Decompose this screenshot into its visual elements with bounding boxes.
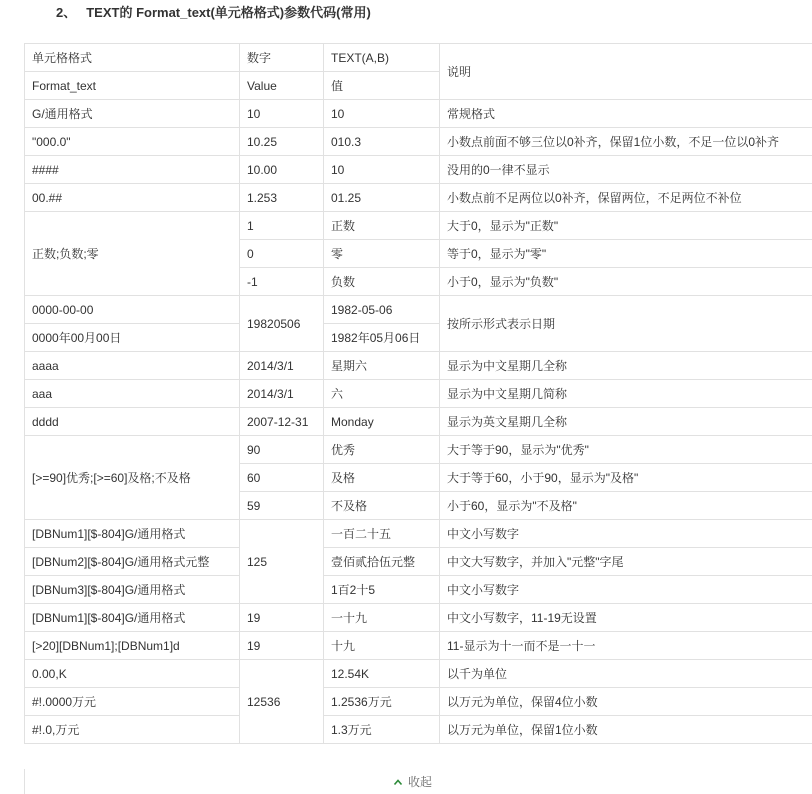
description-cell: 11-显示为十一而不是一十一 (440, 632, 812, 660)
header-cell: 数字 (240, 44, 324, 72)
result-cell: 1982-05-06 (324, 296, 440, 324)
table-row (25, 128, 812, 156)
table-row (25, 660, 812, 688)
description-cell: 小数点前不足两位以0补齐，保留两位，不足两位不补位 (440, 184, 812, 212)
value-cell: 1 (240, 212, 324, 240)
table-row (25, 296, 812, 324)
format-cell: "000.0" (25, 128, 240, 156)
result-cell: 01.25 (324, 184, 440, 212)
result-cell: 壹佰贰拾伍元整 (324, 548, 440, 576)
value-cell: -1 (240, 268, 324, 296)
value-cell: 1.253 (240, 184, 324, 212)
description-cell: 显示为中文星期几全称 (440, 352, 812, 380)
result-cell: 1.2536万元 (324, 688, 440, 716)
description-cell: 小于60，显示为"不及格" (440, 492, 812, 520)
format-cell: 0000-00-00 (25, 296, 240, 324)
header-cell: Format_text (25, 72, 240, 100)
table-row (25, 212, 812, 240)
chevron-up-icon (393, 778, 403, 786)
format-cell: aaa (25, 380, 240, 408)
result-cell: 一十九 (324, 604, 440, 632)
format-cell: [DBNum1][$-804]G/通用格式 (25, 520, 240, 548)
description-cell: 以万元为单位，保留4位小数 (440, 688, 812, 716)
format-cell: aaaa (25, 352, 240, 380)
description-cell: 大于等于90，显示为"优秀" (440, 436, 812, 464)
format-cell: [DBNum1][$-804]G/通用格式 (25, 604, 240, 632)
header-cell: 单元格格式 (25, 44, 240, 72)
result-cell: 1982年05月06日 (324, 324, 440, 352)
table-row (25, 380, 812, 408)
table-row (25, 632, 812, 660)
section-heading (56, 3, 371, 23)
description-cell: 大于0，显示为"正数" (440, 212, 812, 240)
result-cell: 1百2十5 (324, 576, 440, 604)
result-cell: 1.3万元 (324, 716, 440, 744)
description-cell: 中文小写数字 (440, 520, 812, 548)
description-cell: 没用的0一律不显示 (440, 156, 812, 184)
description-cell: 等于0，显示为"零" (440, 240, 812, 268)
result-cell: 正数 (324, 212, 440, 240)
result-cell: 12.54K (324, 660, 440, 688)
result-cell: 优秀 (324, 436, 440, 464)
value-cell: 2014/3/1 (240, 352, 324, 380)
value-cell: 10.00 (240, 156, 324, 184)
table-row (25, 716, 812, 744)
value-cell: 10.25 (240, 128, 324, 156)
description-cell: 以万元为单位，保留1位小数 (440, 716, 812, 744)
result-cell: 星期六 (324, 352, 440, 380)
value-cell: 125 (240, 520, 324, 604)
header-cell-description: 说明 (440, 44, 812, 100)
table-row (25, 688, 812, 716)
table-row (25, 352, 812, 380)
result-cell: 不及格 (324, 492, 440, 520)
table-row (25, 184, 812, 212)
description-cell: 常规格式 (440, 100, 812, 128)
format-cell: [DBNum2][$-804]G/通用格式元整 (25, 548, 240, 576)
description-cell: 中文小写数字 (440, 576, 812, 604)
value-cell: 19 (240, 632, 324, 660)
collapse-button[interactable] (24, 769, 812, 794)
description-cell: 显示为英文星期几全称 (440, 408, 812, 436)
description-cell: 小数点前面不够三位以0补齐，保留1位小数，不足一位以0补齐 (440, 128, 812, 156)
description-cell: 以千为单位 (440, 660, 812, 688)
result-cell: 10 (324, 156, 440, 184)
collapse-label: 收起 (407, 775, 432, 789)
format-cell: [>20][DBNum1];[DBNum1]d (25, 632, 240, 660)
result-cell: 负数 (324, 268, 440, 296)
description-cell: 显示为中文星期几简称 (440, 380, 812, 408)
description-cell: 按所示形式表示日期 (440, 296, 812, 352)
result-cell: 一百二十五 (324, 520, 440, 548)
description-cell: 大于等于60，小于90，显示为"及格" (440, 464, 812, 492)
description-cell: 中文大写数字，并加入"元整"字尾 (440, 548, 812, 576)
value-cell: 12536 (240, 660, 324, 744)
header-cell: 值 (324, 72, 440, 100)
value-cell: 19820506 (240, 296, 324, 352)
format-code-table (24, 43, 812, 744)
result-cell: 10 (324, 100, 440, 128)
result-cell: 十九 (324, 632, 440, 660)
format-cell: 正数;负数;零 (25, 212, 240, 296)
value-cell: 90 (240, 436, 324, 464)
value-cell: 19 (240, 604, 324, 632)
table-row (25, 520, 812, 548)
format-cell: [DBNum3][$-804]G/通用格式 (25, 576, 240, 604)
value-cell: 0 (240, 240, 324, 268)
header-cell: TEXT(A,B) (324, 44, 440, 72)
result-cell: 010.3 (324, 128, 440, 156)
table-row (25, 408, 812, 436)
value-cell: 10 (240, 100, 324, 128)
format-cell: #!.0,万元 (25, 716, 240, 744)
format-cell: #### (25, 156, 240, 184)
format-cell: 00.## (25, 184, 240, 212)
value-cell: 2007-12-31 (240, 408, 324, 436)
format-cell: #!.0000万元 (25, 688, 240, 716)
value-cell: 60 (240, 464, 324, 492)
table-row (25, 156, 812, 184)
table-row (25, 548, 812, 576)
result-cell: 六 (324, 380, 440, 408)
format-cell: 0.00,K (25, 660, 240, 688)
description-cell: 小于0，显示为"负数" (440, 268, 812, 296)
result-cell: 及格 (324, 464, 440, 492)
value-cell: 2014/3/1 (240, 380, 324, 408)
result-cell: 零 (324, 240, 440, 268)
format-cell: 0000年00月00日 (25, 324, 240, 352)
format-cell: G/通用格式 (25, 100, 240, 128)
format-cell: dddd (25, 408, 240, 436)
result-cell: Monday (324, 408, 440, 436)
description-cell: 中文小写数字，11-19无设置 (440, 604, 812, 632)
table-row (25, 100, 812, 128)
table-row (25, 436, 812, 464)
section-title: TEXT的 Format_text(单元格格式)参数代码(常用) (86, 5, 371, 20)
section-number: 2、 (56, 5, 77, 20)
table-header-row (25, 44, 812, 72)
value-cell: 59 (240, 492, 324, 520)
table-row (25, 604, 812, 632)
header-cell: Value (240, 72, 324, 100)
format-cell: [>=90]优秀;[>=60]及格;不及格 (25, 436, 240, 520)
table-row (25, 576, 812, 604)
